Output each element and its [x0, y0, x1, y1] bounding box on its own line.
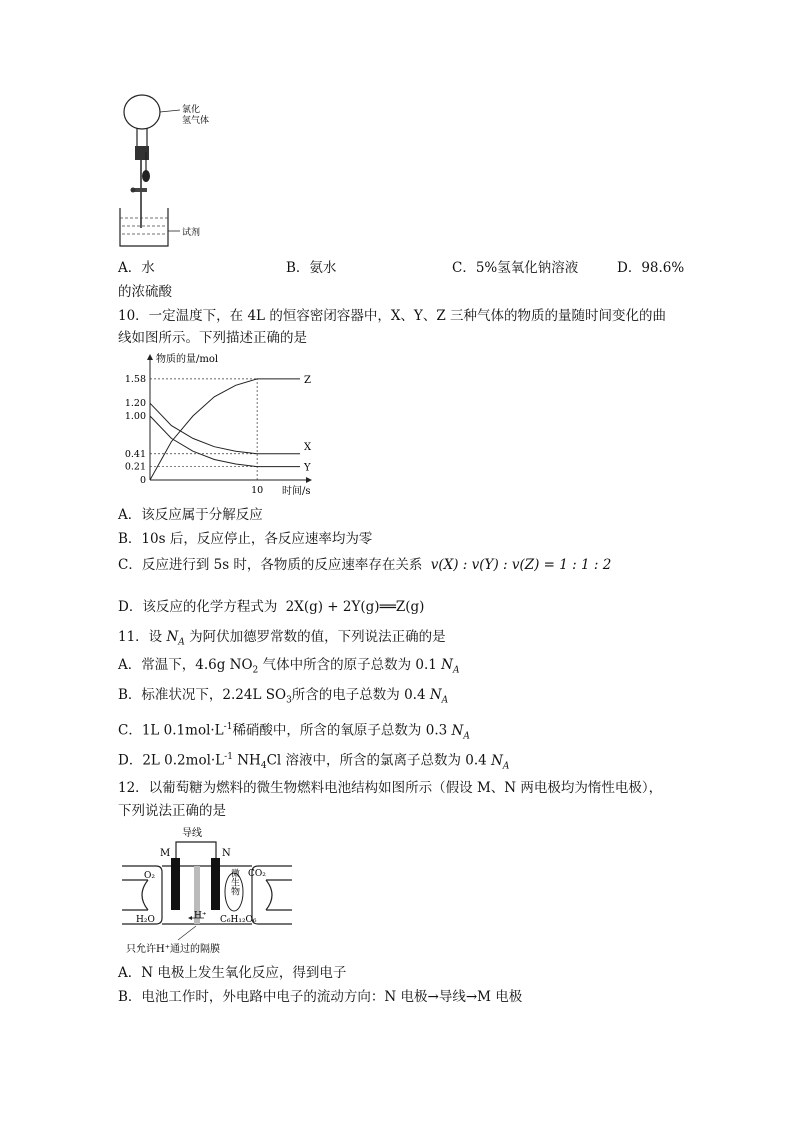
- avogadro-symbol: $N_A$: [166, 629, 185, 648]
- amount-vs-time-chart: [118, 352, 318, 498]
- electrode-m-label: M: [160, 848, 171, 859]
- q11-option-b[interactable]: B．标准状况下，2.24L $SO_3$所含的电子总数为 0.4 $N_A$: [118, 687, 449, 706]
- q12-option-a[interactable]: A．N 电极上发生氧化反应，得到电子: [118, 965, 347, 981]
- q10-option-c-text: C．反应进行到 5s 时，各物质的反应速率存在关系: [118, 557, 423, 573]
- q10-option-b[interactable]: B．10s 后，反应停止，各反应速率均为零: [118, 531, 373, 547]
- glucose-label: C₆H₁₂O₆: [220, 915, 257, 925]
- hcl-fountain-apparatus-figure: [112, 90, 232, 250]
- q11-option-c[interactable]: C．1L $0.1mol\cdot L^{-1}$稀硝酸中，所含的氧原子总数为 0.3 $N_A$: [118, 722, 470, 742]
- series-line-z: [150, 379, 300, 480]
- q9-option-d[interactable]: D．98.6%: [617, 260, 685, 276]
- q9-option-d-continued: 的浓硫酸: [118, 284, 172, 300]
- y-axis-arrow: [147, 354, 153, 360]
- o2-label: O₂: [144, 871, 155, 881]
- q11-option-a[interactable]: A．常温下，4.6g $NO_2$ 气体中所含的原子总数为 0.1 $N_A$: [118, 657, 460, 676]
- microbe-label: 微生物: [229, 868, 239, 896]
- x-axis-label: 时间/s: [282, 486, 311, 497]
- series-label-x: X: [304, 441, 312, 453]
- y-axis-label: 物质的量/mol: [156, 354, 219, 365]
- y-tick-label: 0.21: [124, 461, 146, 473]
- q9-option-b[interactable]: B．氨水: [286, 260, 337, 276]
- q9-option-c[interactable]: C．5%氢氧化钠溶液: [452, 260, 579, 276]
- q10-option-d[interactable]: [118, 598, 424, 616]
- q12-option-b[interactable]: B．电池工作时，外电路中电子的流动方向：N 电极→导线→M 电极: [118, 989, 523, 1005]
- series-line-y: [150, 416, 300, 467]
- q10-option-a[interactable]: A．该反应属于分解反应: [118, 507, 263, 523]
- fuel-cell-figure: [118, 822, 296, 960]
- gas-label-line2: 氢气体: [182, 116, 210, 126]
- h2o-label: H₂O: [136, 915, 155, 925]
- series-line-x: [150, 403, 300, 454]
- q10-option-c-rate-relation: v(X) : v(Y) : v(Z) = 1 : 1 : 2: [430, 557, 612, 573]
- electrode-n-label: N: [222, 848, 231, 859]
- y-tick-label: 1.00: [124, 411, 146, 422]
- q10-stem-line1: 10．一定温度下，在 4L 的恒容密闭容器中，X、Y、Z 三种气体的物质的量随时间变化的曲: [118, 308, 667, 324]
- x-tick-label: 10: [251, 485, 264, 496]
- membrane-label: 只允许H⁺通过的隔膜: [126, 944, 220, 955]
- q10-option-d-text: D．该反应的化学方程式为: [118, 599, 278, 615]
- q9-option-a[interactable]: A．水: [118, 260, 155, 276]
- q10-option-d-equation: 2X(g) + 2Y(g)══Z(g): [285, 599, 425, 615]
- q10-option-c[interactable]: [118, 556, 611, 574]
- q11-stem-post: 为阿伏加德罗常数的值，下列说法正确的是: [189, 629, 446, 645]
- y-tick-label: 1.58: [124, 373, 146, 385]
- q10-stem-line2: 线如图所示。下列描述正确的是: [118, 330, 307, 346]
- q11-option-d[interactable]: D．2L $0.2mol\cdot L^{-1}$ $NH_4Cl$ 溶液中，所含的氯离子总数为 0.4 $N_A$: [118, 752, 510, 772]
- q12-stem-line1: 12．以葡萄糖为燃料的微生物燃料电池结构如图所示（假设 M、N 两电极均为惰性电极），: [118, 780, 663, 796]
- gas-label-line1: 氯化: [182, 105, 201, 115]
- co2-label: CO₂: [248, 869, 266, 879]
- reagent-label: 试剂: [182, 228, 201, 238]
- series-label-z: Z: [304, 374, 311, 386]
- q11-stem: [118, 628, 446, 652]
- y-tick-label: 0: [139, 475, 146, 486]
- series-label-y: Y: [304, 462, 311, 474]
- h-ion-label: H⁺: [194, 911, 207, 921]
- wire-label: 导线: [182, 828, 202, 839]
- q12-stem-line2: 下列说法正确的是: [118, 803, 226, 819]
- q11-stem-pre: 11．设: [118, 629, 163, 645]
- x-axis-arrow: [306, 477, 312, 483]
- y-tick-label: 1.20: [124, 398, 146, 410]
- y-tick-label: 0.41: [124, 448, 146, 460]
